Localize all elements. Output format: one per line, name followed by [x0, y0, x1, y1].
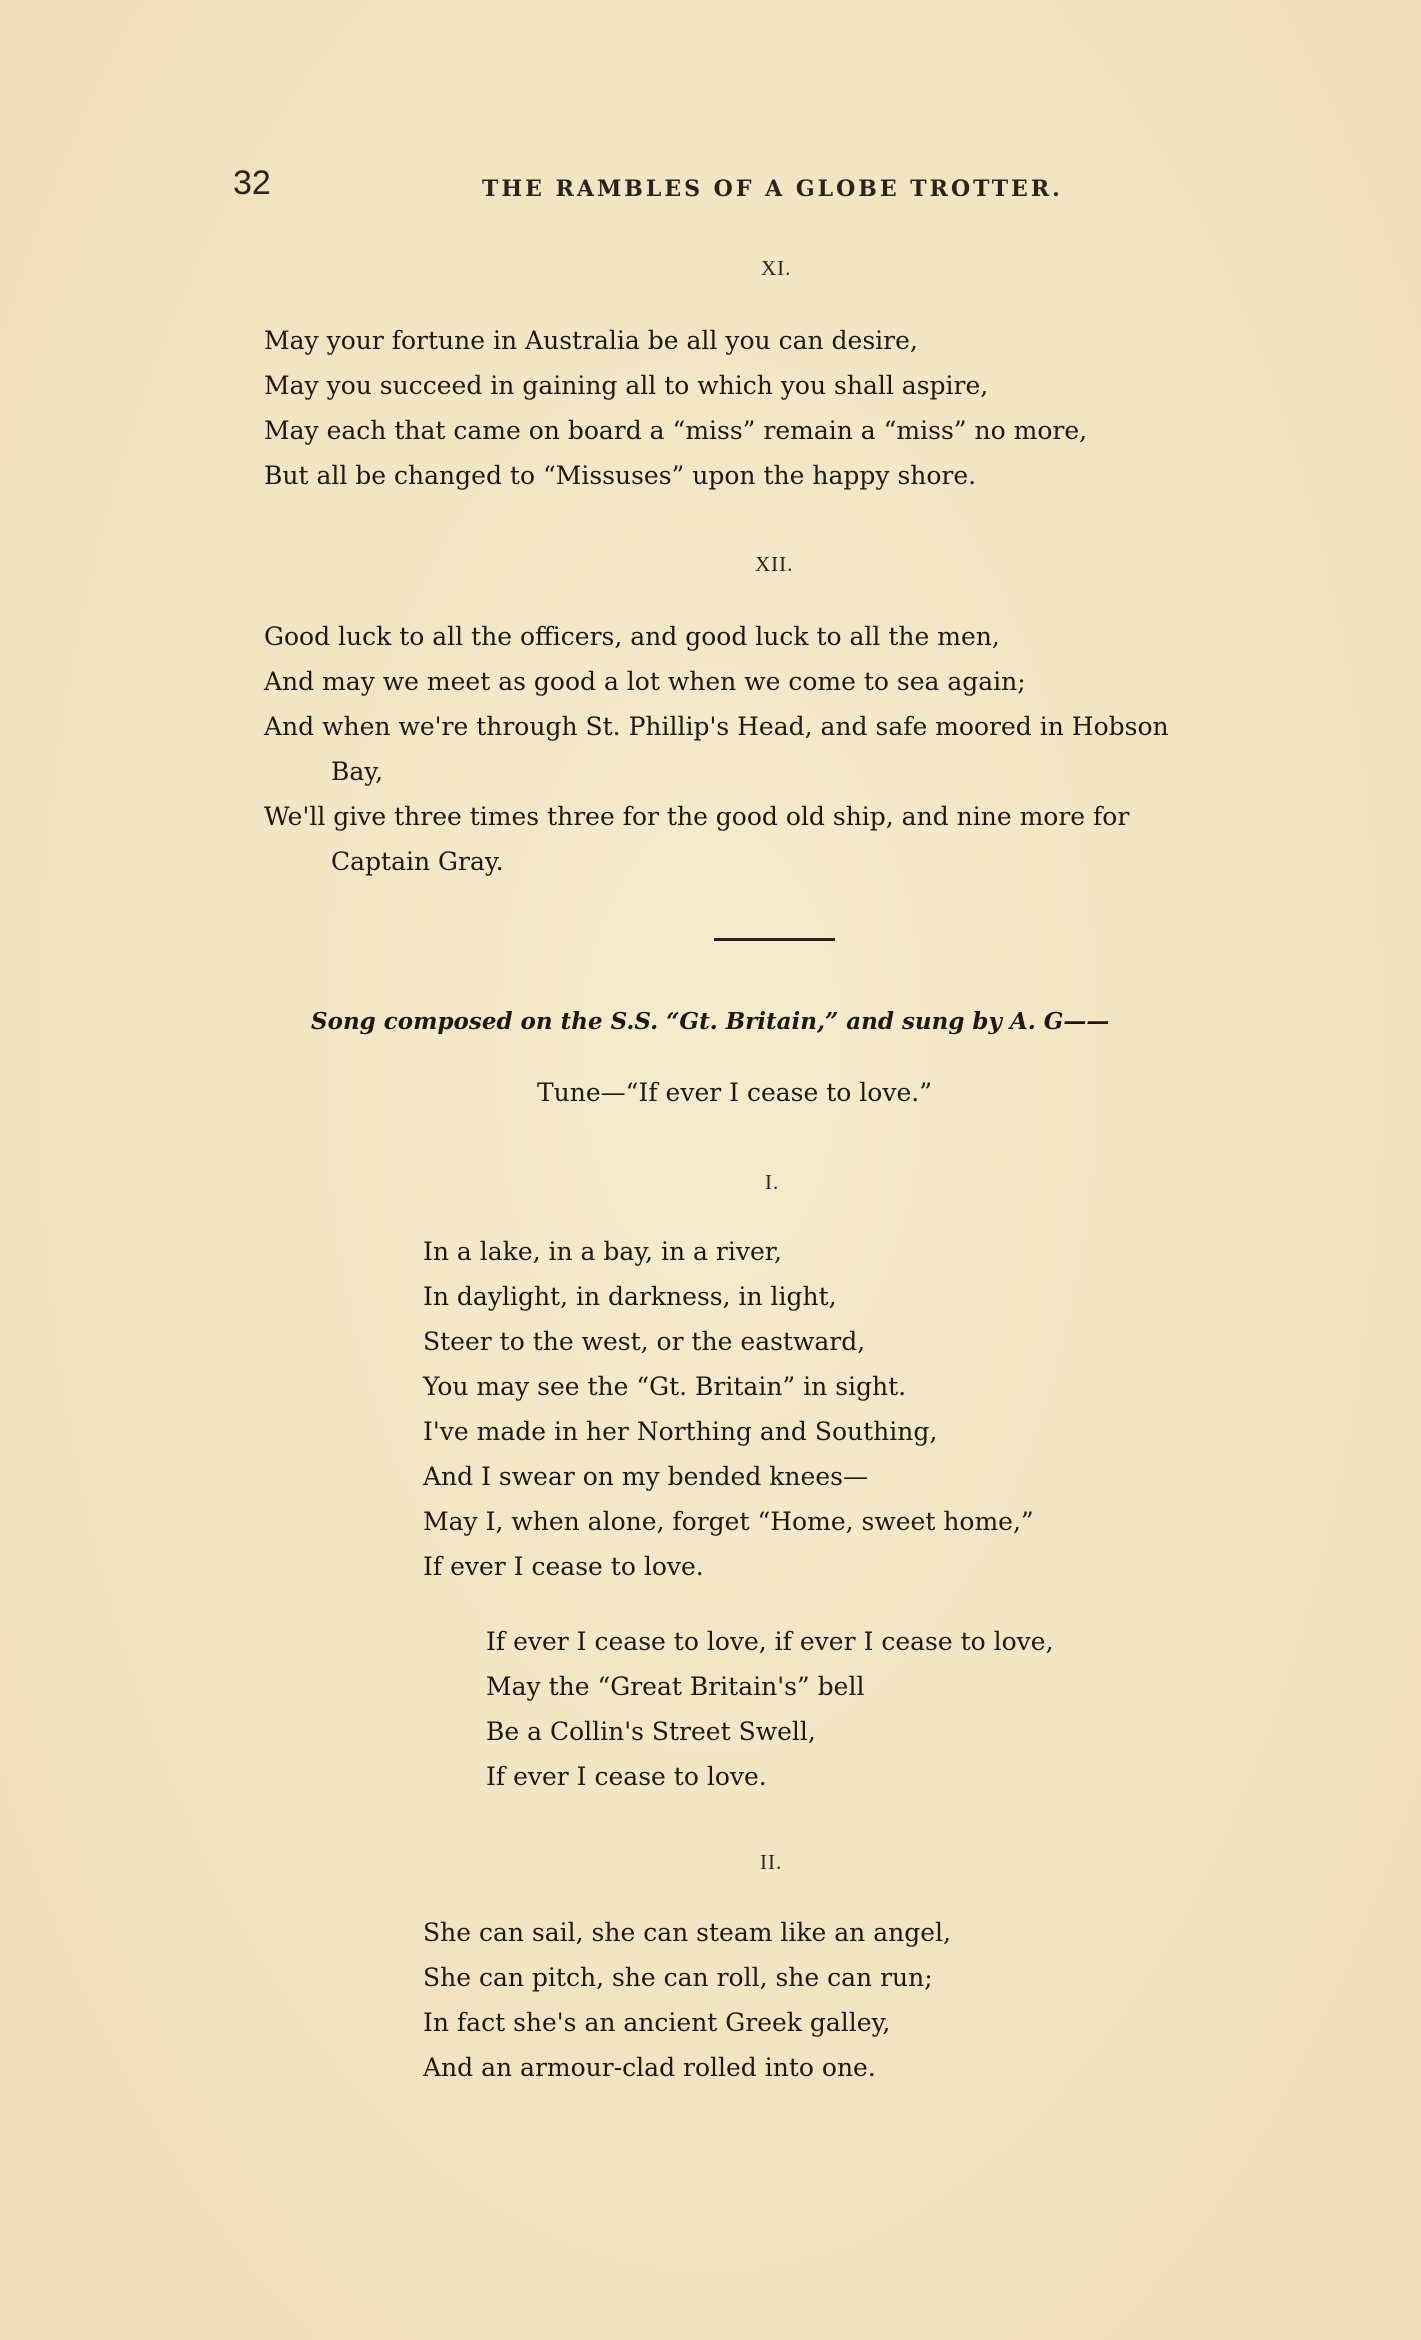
stanza-xi [264, 318, 1087, 498]
verse-ii [423, 1910, 951, 2090]
stanza-line: And may we meet as good a lot when we come to sea again; [264, 667, 1026, 696]
verse-line: She can pitch, she can roll, she can run; [423, 1963, 933, 1992]
verse-line: I've made in her Northing and Southing, [423, 1417, 938, 1446]
verse-line: In fact she's an ancient Greek galley, [423, 2008, 891, 2037]
chorus-line: Be a Collin's Street Swell, [486, 1717, 816, 1746]
stanza-xii-numeral: XII. [755, 552, 794, 576]
verse-i-numeral: I. [765, 1170, 780, 1194]
verse-line: You may see the “Gt. Britain” in sight. [423, 1372, 907, 1401]
verse-line: And I swear on my bended knees— [423, 1462, 868, 1491]
chorus-line: If ever I cease to love, if ever I cease to love, [486, 1627, 1054, 1656]
verse-line: In a lake, in a bay, in a river, [423, 1237, 782, 1266]
stanza-line: We'll give three times three for the good old ship, and nine more for [264, 802, 1130, 831]
page-number: 32 [233, 164, 271, 202]
running-title: THE RAMBLES OF A GLOBE TROTTER. [482, 176, 1063, 202]
verse-line: May I, when alone, forget “Home, sweet home,” [423, 1507, 1034, 1536]
verse-line: In daylight, in darkness, in light, [423, 1282, 837, 1311]
verse-line: She can sail, she can steam like an angel, [423, 1918, 951, 1947]
stanza-line: Good luck to all the officers, and good luck to all the men, [264, 622, 1000, 651]
stanza-xi-numeral: XI. [761, 256, 792, 280]
section-divider [714, 938, 835, 941]
chorus-line: If ever I cease to love. [486, 1762, 767, 1791]
verse-line: And an armour-clad rolled into one. [423, 2053, 876, 2082]
chorus [486, 1619, 1054, 1799]
stanza-line: Bay, [331, 757, 384, 786]
verse-ii-numeral: II. [760, 1850, 783, 1874]
stanza-line: Captain Gray. [331, 847, 504, 876]
chorus-line: May the “Great Britain's” bell [486, 1672, 865, 1701]
stanza-line: May each that came on board a “miss” remain a “miss” no more, [264, 416, 1088, 445]
verse-line: If ever I cease to love. [423, 1552, 704, 1581]
stanza-line: May you succeed in gaining all to which you shall aspire, [264, 371, 989, 400]
verse-i [423, 1229, 1034, 1589]
stanza-line: May your fortune in Australia be all you can desire, [264, 326, 918, 355]
song-tune: Tune—“If ever I cease to love.” [537, 1078, 932, 1107]
verse-line: Steer to the west, or the eastward, [423, 1327, 866, 1356]
stanza-xii [264, 614, 1169, 884]
song-heading: Song composed on the S.S. “Gt. Britain,” and sung by A. G—— [311, 1008, 1110, 1035]
stanza-line: And when we're through St. Phillip's Head, and safe moored in Hobson [264, 712, 1169, 741]
stanza-line: But all be changed to “Missuses” upon the happy shore. [264, 461, 977, 490]
